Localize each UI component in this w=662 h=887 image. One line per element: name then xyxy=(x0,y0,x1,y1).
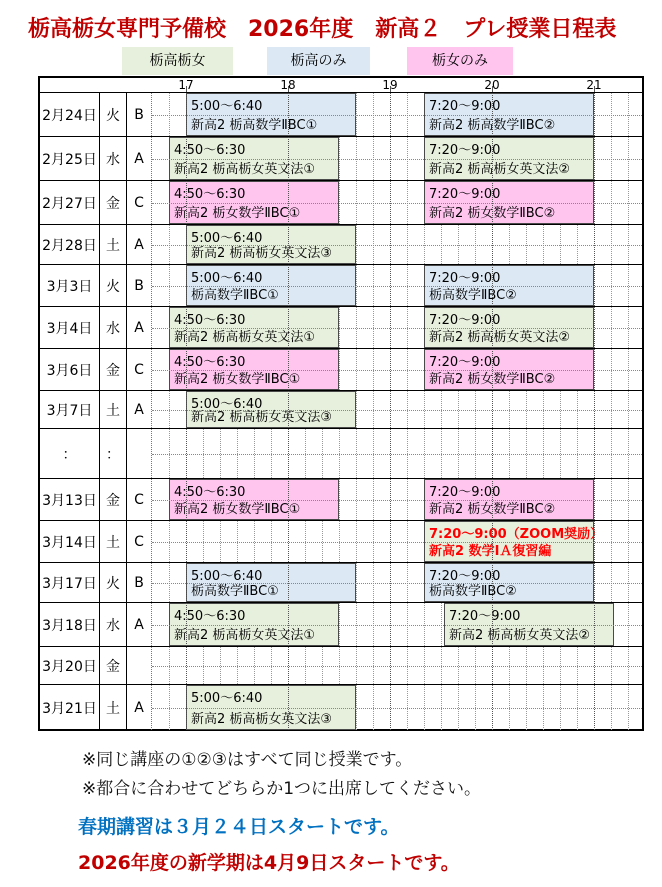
table-row xyxy=(40,307,642,349)
day-cell: 水 xyxy=(100,137,127,180)
letter-cell: A xyxy=(127,391,152,428)
date-cell: 2月25日 xyxy=(40,137,100,180)
block-time: 7:20～9:00 xyxy=(429,99,501,114)
block-time: 7:20～9:00 xyxy=(429,355,501,370)
date-cell: 3月7日 xyxy=(40,391,100,428)
table-row xyxy=(40,685,642,730)
block-label: 新高2 栃高栃女英文法② xyxy=(429,162,571,177)
row-midline xyxy=(152,454,642,455)
letter-cell: C xyxy=(127,479,152,520)
time-grid-cell xyxy=(152,429,642,478)
date-cell: 3月3日 xyxy=(40,265,100,306)
date-cell: 2月27日 xyxy=(40,181,100,224)
day-cell: 土 xyxy=(100,685,127,730)
row-midline xyxy=(152,286,642,287)
block-label: 栃高数学ⅡBC① xyxy=(191,584,279,599)
block-label: 新高2 栃高数学ⅡBC① xyxy=(191,118,318,133)
time-grid-cell xyxy=(152,563,642,602)
block-time: 7:20～9:00 xyxy=(429,569,501,584)
time-grid-cell xyxy=(152,391,642,428)
table-row xyxy=(40,137,642,181)
date-cell: 3月14日 xyxy=(40,521,100,562)
row-midline xyxy=(152,159,642,160)
row-midline xyxy=(152,115,642,116)
block-time: 7:20～9:00 xyxy=(429,313,501,328)
row-midline xyxy=(152,245,642,246)
letter-cell: A xyxy=(127,225,152,264)
time-grid-cell xyxy=(152,307,642,348)
table-row xyxy=(40,563,642,603)
letter-cell: B xyxy=(127,265,152,306)
table-row xyxy=(40,521,642,563)
hour-label: 18 xyxy=(280,78,296,92)
block-label: 新高2 数学ⅠＡ復習編 xyxy=(429,544,552,559)
block-time: 4:50～6:30 xyxy=(174,187,246,202)
day-cell: 火 xyxy=(100,93,127,136)
letter-cell: C xyxy=(127,181,152,224)
time-grid-cell xyxy=(152,521,642,562)
letter-cell: A xyxy=(127,603,152,646)
date-cell: 2月24日 xyxy=(40,93,100,136)
date-cell: 3月18日 xyxy=(40,603,100,646)
block-time: 4:50～6:30 xyxy=(174,313,246,328)
schedule-table xyxy=(38,76,644,731)
table-row xyxy=(40,391,642,429)
day-cell: 金 xyxy=(100,647,127,684)
letter-cell: C xyxy=(127,349,152,390)
block-label: 栃高数学ⅡBC① xyxy=(191,288,279,303)
hour-label: 19 xyxy=(382,78,398,92)
schedule-rows xyxy=(40,93,642,730)
block-label: 新高2 栃高栃女英文法② xyxy=(429,330,571,345)
block-time: 7:20～9:00 xyxy=(429,143,501,158)
time-grid-cell xyxy=(152,603,642,646)
row-midline xyxy=(152,666,642,667)
table-row xyxy=(40,265,642,307)
time-grid-cell xyxy=(152,265,642,306)
row-midline xyxy=(152,542,642,543)
time-grid-cell xyxy=(152,225,642,264)
date-cell: 3月21日 xyxy=(40,685,100,730)
table-row xyxy=(40,93,642,137)
letter-cell: B xyxy=(127,563,152,602)
date-cell: ： xyxy=(40,429,100,478)
block-label: 新高2 栃高栃女英文法① xyxy=(174,162,316,177)
day-cell: ： xyxy=(100,429,127,478)
date-cell: 3月6日 xyxy=(40,349,100,390)
block-time: 7:20～9:00 xyxy=(429,187,501,202)
block-time: 7:20～9:00 xyxy=(449,609,521,624)
note-attend-one: ※都合に合わせてどちらか1つに出席してください。 xyxy=(82,779,482,799)
row-midline xyxy=(152,203,642,204)
time-grid-cell xyxy=(152,181,642,224)
block-label: 新高2 栃高数学ⅡBC② xyxy=(429,118,556,133)
block-label: 新高2 栃高栃女英文法③ xyxy=(191,246,333,261)
table-row xyxy=(40,603,642,647)
time-grid-cell xyxy=(152,479,642,520)
block-time: 5:00～6:40 xyxy=(191,397,263,412)
block-label: 新高2 栃女数学ⅡBC② xyxy=(429,372,556,387)
day-cell: 火 xyxy=(100,265,127,306)
letter-cell: B xyxy=(127,93,152,136)
time-grid-cell xyxy=(152,349,642,390)
letter-cell: A xyxy=(127,307,152,348)
row-midline xyxy=(152,625,642,626)
block-label: 新高2 栃女数学ⅡBC② xyxy=(429,206,556,221)
hour-label: 20 xyxy=(484,78,500,92)
block-label: 栃高数学ⅡBC② xyxy=(429,288,517,303)
date-cell: 2月28日 xyxy=(40,225,100,264)
note-same-class: ※同じ講座の①②③はすべて同じ授業です。 xyxy=(82,750,413,770)
table-row xyxy=(40,479,642,521)
date-cell: 3月20日 xyxy=(40,647,100,684)
table-row xyxy=(40,181,642,225)
day-cell: 土 xyxy=(100,225,127,264)
block-label: 新高2 栃高栃女英文法① xyxy=(174,330,316,345)
block-time: 4:50～6:30 xyxy=(174,485,246,500)
page-title: 栃高栃女専門予備校 2026年度 新高２ プレ授業日程表 xyxy=(28,17,617,42)
block-label: 新高2 栃高栃女英文法② xyxy=(449,628,591,643)
letter-cell: A xyxy=(127,685,152,730)
date-cell: 3月17日 xyxy=(40,563,100,602)
legend-item-blue: 栃高のみ xyxy=(267,47,370,75)
block-time: 5:00～6:40 xyxy=(191,691,263,706)
hour-label: 21 xyxy=(586,78,602,92)
block-time: 5:00～6:40 xyxy=(191,569,263,584)
table-row xyxy=(40,225,642,265)
day-cell: 金 xyxy=(100,349,127,390)
day-cell: 水 xyxy=(100,603,127,646)
block-time: 5:00～6:40 xyxy=(191,231,263,246)
block-label: 新高2 栃女数学ⅡBC② xyxy=(429,502,556,517)
table-row xyxy=(40,647,642,685)
letter-cell: A xyxy=(127,137,152,180)
legend-item-pink: 栃女のみ xyxy=(407,47,513,75)
day-cell: 金 xyxy=(100,181,127,224)
date-cell: 3月13日 xyxy=(40,479,100,520)
block-label: 栃高数学ⅡBC② xyxy=(429,584,517,599)
day-cell: 火 xyxy=(100,563,127,602)
letter-cell xyxy=(127,647,152,684)
block-time: 7:20～9:00 xyxy=(429,485,501,500)
time-grid-cell xyxy=(152,647,642,684)
time-grid-cell xyxy=(152,93,642,136)
letter-cell xyxy=(127,429,152,478)
block-time: 4:50～6:30 xyxy=(174,609,246,624)
letter-cell: C xyxy=(127,521,152,562)
block-label: 新高2 栃女数学ⅡBC① xyxy=(174,502,301,517)
day-cell: 土 xyxy=(100,391,127,428)
block-time: 7:20～9:00（ZOOM奨励） xyxy=(429,527,604,542)
row-midline xyxy=(152,370,642,371)
row-midline xyxy=(152,708,642,709)
time-axis-header xyxy=(40,78,642,93)
table-row xyxy=(40,429,642,479)
spring-course-note: 春期講習は３月２４日スタートです。 xyxy=(78,816,400,838)
time-grid-cell xyxy=(152,685,642,730)
date-cell: 3月4日 xyxy=(40,307,100,348)
block-time: 4:50～6:30 xyxy=(174,355,246,370)
day-cell: 水 xyxy=(100,307,127,348)
block-label: 新高2 栃女数学ⅡBC① xyxy=(174,372,301,387)
block-label: 新高2 栃高栃女英文法③ xyxy=(191,410,333,425)
new-term-note: 2026年度の新学期は4月9日スタートです。 xyxy=(78,852,460,874)
block-time: 5:00～6:40 xyxy=(191,99,263,114)
block-label: 新高2 栃高栃女英文法③ xyxy=(191,712,333,727)
row-midline xyxy=(152,410,642,411)
block-time: 7:20～9:00 xyxy=(429,271,501,286)
day-cell: 金 xyxy=(100,479,127,520)
day-cell: 土 xyxy=(100,521,127,562)
row-midline xyxy=(152,328,642,329)
block-label: 新高2 栃高栃女英文法① xyxy=(174,628,316,643)
row-midline xyxy=(152,583,642,584)
table-row xyxy=(40,349,642,391)
hour-label: 17 xyxy=(178,78,194,92)
time-grid-cell xyxy=(152,137,642,180)
block-time: 4:50～6:30 xyxy=(174,143,246,158)
block-label: 新高2 栃女数学ⅡBC① xyxy=(174,206,301,221)
row-midline xyxy=(152,500,642,501)
block-time: 5:00～6:40 xyxy=(191,271,263,286)
legend-item-green: 栃高栃女 xyxy=(122,47,233,75)
